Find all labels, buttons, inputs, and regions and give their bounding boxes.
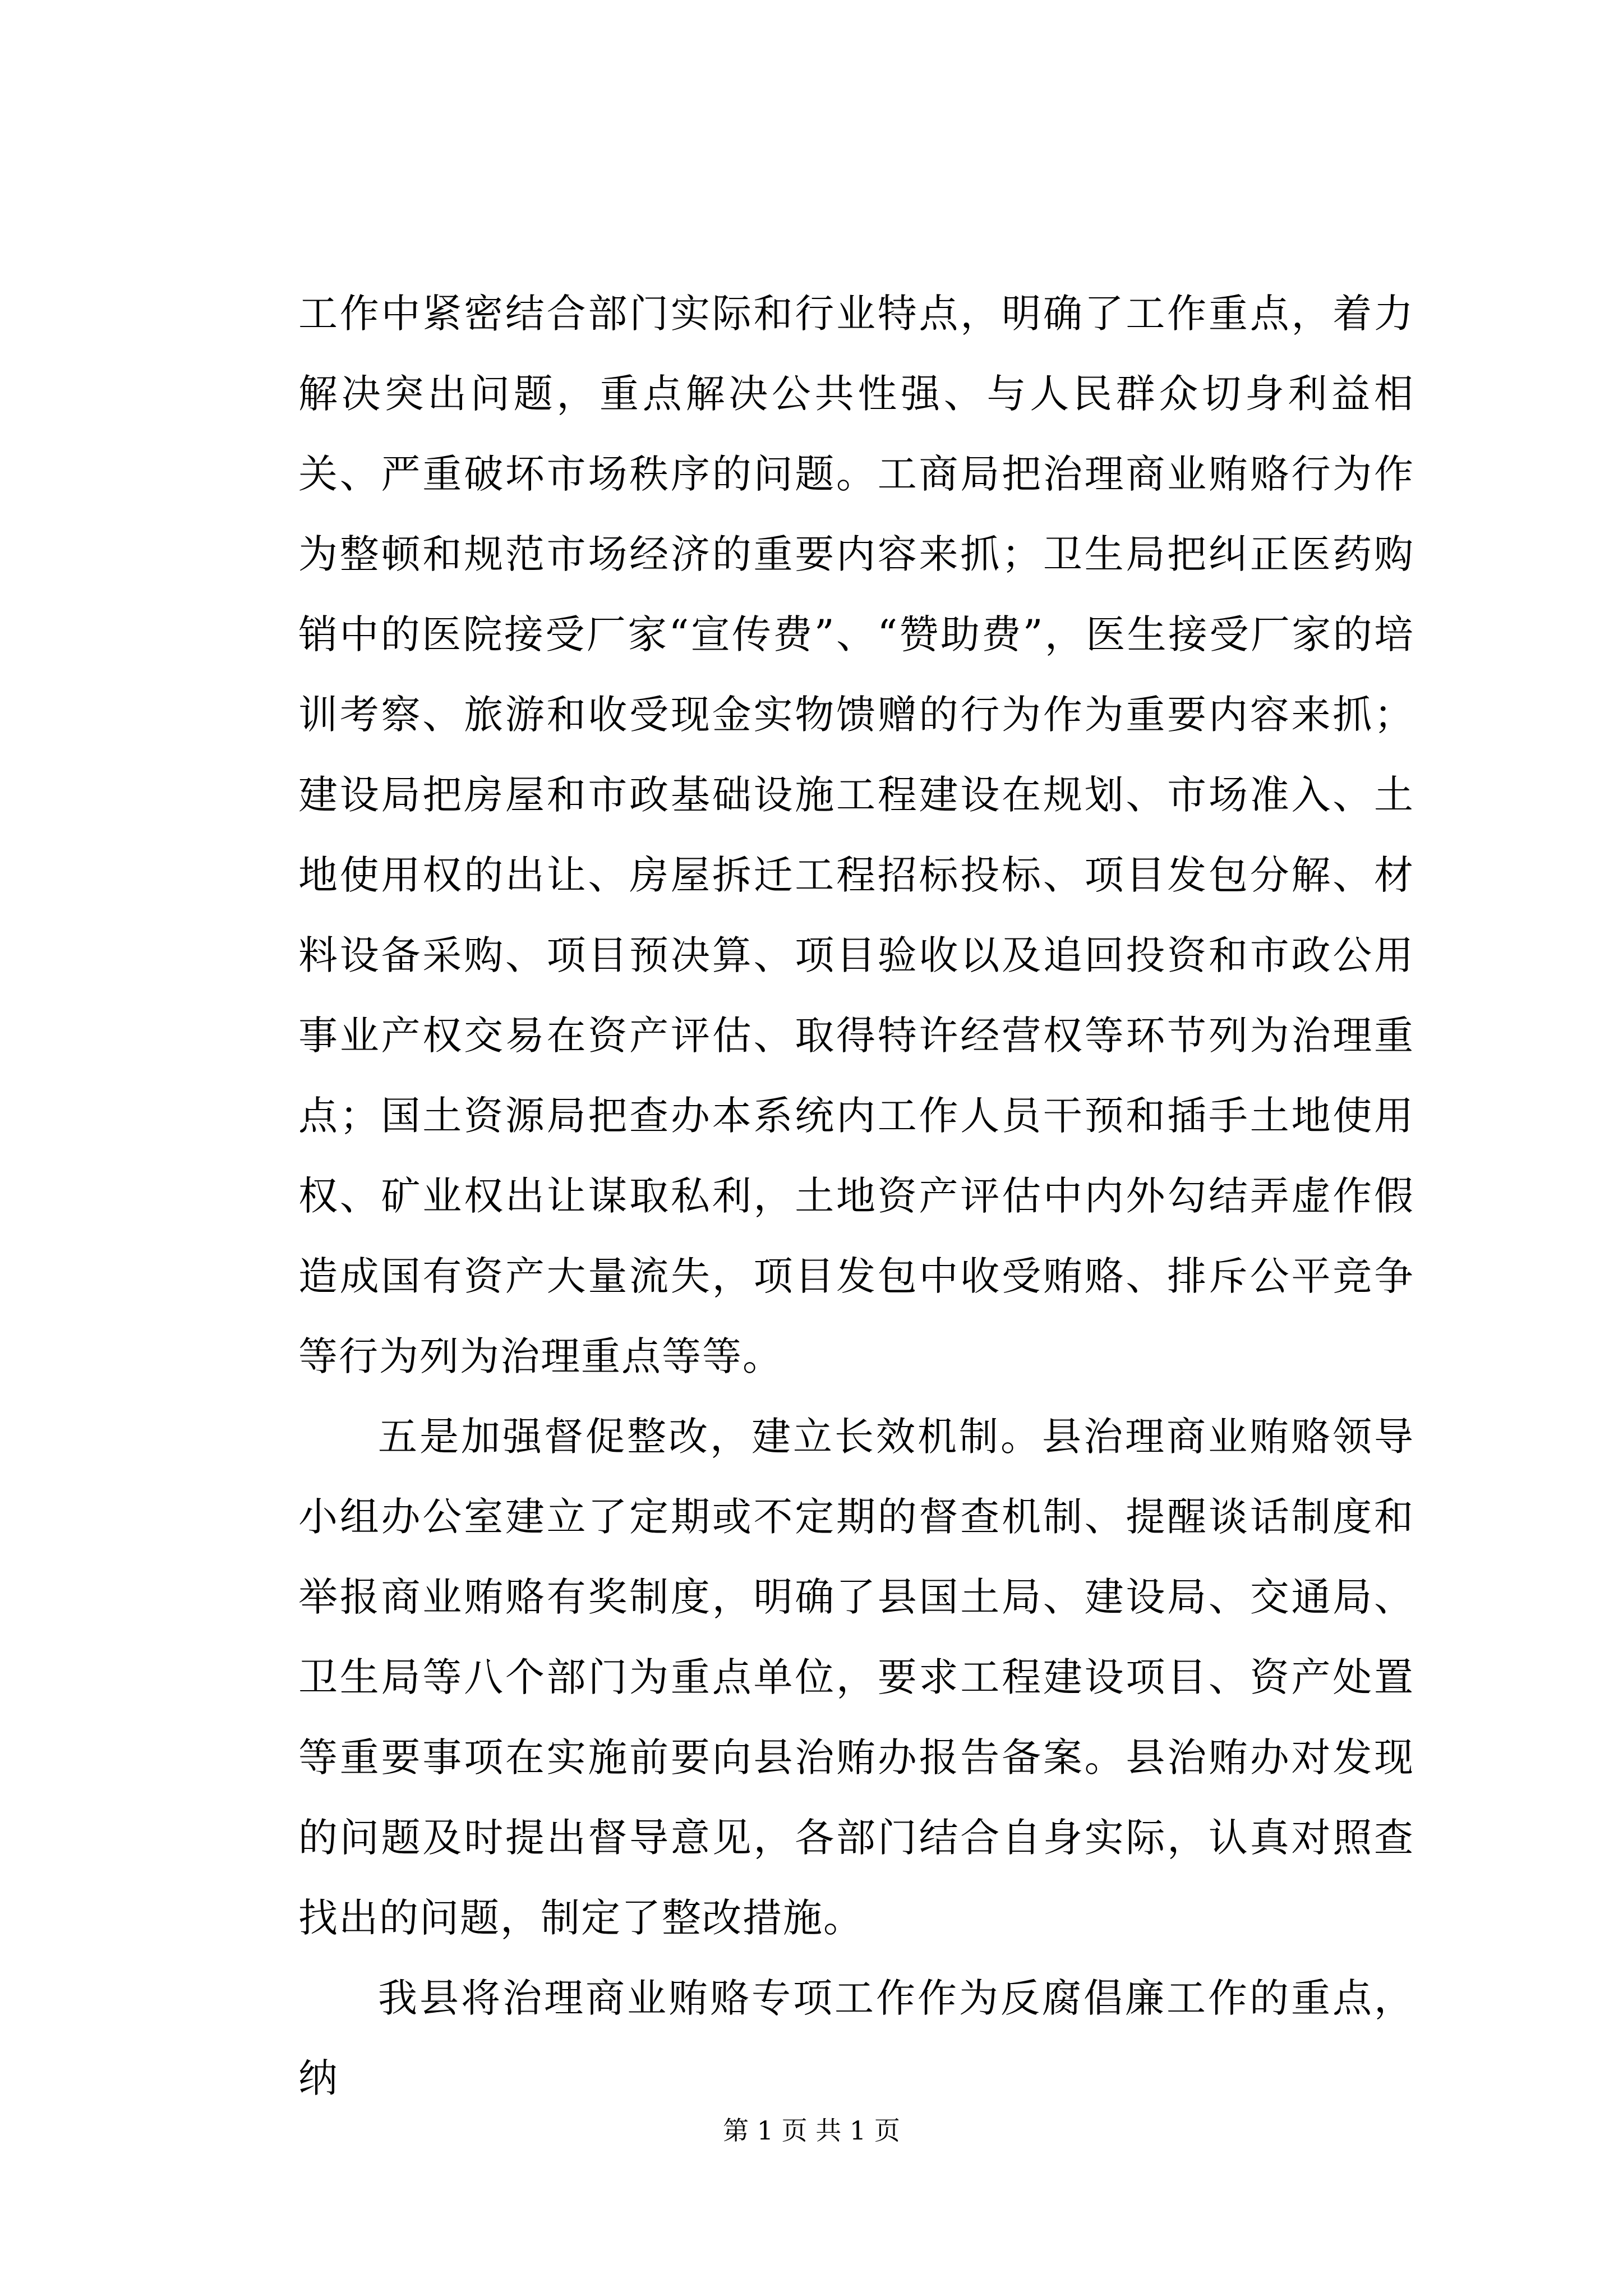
document-body bbox=[298, 274, 1414, 2119]
paragraph-2: 五是加强督促整改，建立长效机制。县治理商业贿赂领导小组办公室建立了定期或不定期的督查机制、提醒谈话制度和举报商业贿赂有奖制度，明确了县国土局、建设局、交通局、卫生局等八个部门为重点单位，要求工程建设项目、资产处置等重要事项在实施前要向县治贿办报告备案。县治贿办对发现的问题及时提出督导意见，各部门结合自身实际，认真对照查找出的问题，制定了整改措施。 bbox=[298, 1414, 1414, 1941]
paragraph-1: 工作中紧密结合部门实际和行业特点，明确了工作重点，着力解决突出问题，重点解决公共性强、与人民群众切身利益相关、严重破坏市场秩序的问题。工商局把治理商业贿赂行为作为整顿和规范市场经济的重要内容来抓；卫生局把纠正医药购销中的医院接受厂家“宣传费”、“赞助费”，医生接受厂家的培训考察、旅游和收受现金实物馈赠的行为作为重要内容来抓；建设局把房屋和市政基础设施工程建设在规划、市场准入、土地使用权的出让、房屋拆迁工程招标投标、项目发包分解、材料设备采购、项目预决算、项目验收以及追回投资和市政公用事业产权交易在资产评估、取得特许经营权等环节列为治理重点；国土资源局把查办本系统内工作人员干预和插手土地使用权、矿业权出让谋取私利，土地资产评估中内外勾结弄虚作假造成国有资产大量流失，项目发包中收受贿赂、排斥公平竞争等行为列为治理重点等等。 bbox=[298, 291, 1414, 1379]
page-footer: 第 1 页 共 1 页 bbox=[723, 2115, 900, 2146]
paragraph-3: 我县将治理商业贿赂专项工作作为反腐倡廉工作的重点，纳 bbox=[298, 1975, 1414, 2101]
